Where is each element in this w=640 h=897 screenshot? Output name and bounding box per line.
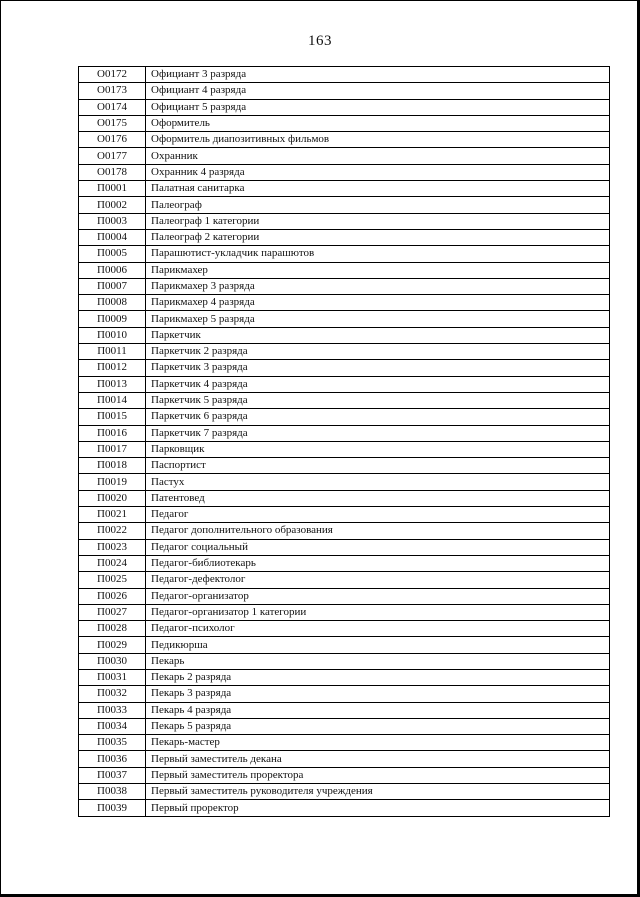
table-row (79, 392, 610, 408)
table-row (79, 523, 610, 539)
row-name-cell: Паркетчик 2 разряда (146, 344, 610, 360)
row-code-cell: П0024 (79, 555, 146, 571)
table-row (79, 735, 610, 751)
row-code-cell: О0177 (79, 148, 146, 164)
table-row (79, 572, 610, 588)
row-name-cell: Педагог-организатор 1 категории (146, 604, 610, 620)
scan-border-top (0, 0, 640, 1)
row-code-cell: О0173 (79, 83, 146, 99)
row-name-cell: Патентовед (146, 490, 610, 506)
row-code-cell: П0032 (79, 686, 146, 702)
row-name-cell: Парикмахер 5 разряда (146, 311, 610, 327)
table-row (79, 197, 610, 213)
table-row (79, 311, 610, 327)
row-name-cell: Пастух (146, 474, 610, 490)
row-code-cell: П0039 (79, 800, 146, 816)
table-row (79, 181, 610, 197)
table-row (79, 409, 610, 425)
row-name-cell: Парковщик (146, 441, 610, 457)
row-code-cell: П0021 (79, 507, 146, 523)
row-name-cell: Палатная санитарка (146, 181, 610, 197)
row-code-cell: П0020 (79, 490, 146, 506)
row-name-cell: Палеограф 1 категории (146, 213, 610, 229)
table-row (79, 327, 610, 343)
row-code-cell: П0036 (79, 751, 146, 767)
table-row (79, 425, 610, 441)
row-code-cell: П0038 (79, 784, 146, 800)
table-row (79, 295, 610, 311)
row-code-cell: П0013 (79, 376, 146, 392)
row-code-cell: П0001 (79, 181, 146, 197)
row-code-cell: П0015 (79, 409, 146, 425)
table-row (79, 621, 610, 637)
table-row (79, 441, 610, 457)
table-row (79, 718, 610, 734)
scan-border-left (0, 0, 1, 897)
table-row (79, 800, 610, 816)
row-code-cell: П0029 (79, 637, 146, 653)
table-row (79, 376, 610, 392)
table-row (79, 507, 610, 523)
row-code-cell: П0005 (79, 246, 146, 262)
table-row (79, 669, 610, 685)
row-code-cell: П0011 (79, 344, 146, 360)
table-row (79, 474, 610, 490)
table-row (79, 115, 610, 131)
row-code-cell: П0016 (79, 425, 146, 441)
table-row (79, 588, 610, 604)
row-name-cell: Педагог-организатор (146, 588, 610, 604)
row-name-cell: Охранник (146, 148, 610, 164)
row-name-cell: Паркетчик (146, 327, 610, 343)
row-code-cell: П0017 (79, 441, 146, 457)
row-code-cell: П0035 (79, 735, 146, 751)
row-code-cell: П0008 (79, 295, 146, 311)
table-row (79, 767, 610, 783)
row-name-cell: Парикмахер 3 разряда (146, 278, 610, 294)
row-name-cell: Пекарь 4 разряда (146, 702, 610, 718)
table-row (79, 637, 610, 653)
row-code-cell: П0031 (79, 669, 146, 685)
row-code-cell: П0002 (79, 197, 146, 213)
row-code-cell: П0019 (79, 474, 146, 490)
row-name-cell: Паркетчик 5 разряда (146, 392, 610, 408)
row-code-cell: О0174 (79, 99, 146, 115)
table-row (79, 148, 610, 164)
row-name-cell: Оформитель (146, 115, 610, 131)
row-name-cell: Первый заместитель проректора (146, 767, 610, 783)
table-row (79, 67, 610, 83)
row-name-cell: Парикмахер 4 разряда (146, 295, 610, 311)
row-code-cell: О0175 (79, 115, 146, 131)
table-row (79, 360, 610, 376)
row-code-cell: П0003 (79, 213, 146, 229)
row-code-cell: П0034 (79, 718, 146, 734)
table-row (79, 164, 610, 180)
row-name-cell: Первый проректор (146, 800, 610, 816)
row-name-cell: Паркетчик 7 разряда (146, 425, 610, 441)
row-code-cell: П0027 (79, 604, 146, 620)
table-row (79, 555, 610, 571)
row-name-cell: Официант 3 разряда (146, 67, 610, 83)
row-name-cell: Педагог-психолог (146, 621, 610, 637)
row-name-cell: Официант 4 разряда (146, 83, 610, 99)
table-row (79, 539, 610, 555)
row-code-cell: П0023 (79, 539, 146, 555)
table-body (79, 67, 610, 817)
table-row (79, 99, 610, 115)
table-row (79, 132, 610, 148)
row-name-cell: Педагог-дефектолог (146, 572, 610, 588)
table-row (79, 229, 610, 245)
table-row (79, 490, 610, 506)
row-name-cell: Первый заместитель руководителя учреждения (146, 784, 610, 800)
row-name-cell: Паркетчик 4 разряда (146, 376, 610, 392)
row-code-cell: П0018 (79, 458, 146, 474)
row-code-cell: П0014 (79, 392, 146, 408)
table-row (79, 784, 610, 800)
page-number: 163 (308, 33, 332, 49)
row-name-cell: Педагог (146, 507, 610, 523)
row-name-cell: Пекарь-мастер (146, 735, 610, 751)
row-code-cell: П0004 (79, 229, 146, 245)
row-name-cell: Пекарь (146, 653, 610, 669)
row-code-cell: П0026 (79, 588, 146, 604)
row-code-cell: П0022 (79, 523, 146, 539)
row-name-cell: Паспортист (146, 458, 610, 474)
profession-code-table (78, 66, 610, 817)
table-row (79, 344, 610, 360)
row-code-cell: П0007 (79, 278, 146, 294)
table-row (79, 686, 610, 702)
row-name-cell: Педагог социальный (146, 539, 610, 555)
row-code-cell: П0010 (79, 327, 146, 343)
row-name-cell: Парикмахер (146, 262, 610, 278)
row-code-cell: П0006 (79, 262, 146, 278)
table-row (79, 246, 610, 262)
table-row (79, 213, 610, 229)
row-code-cell: П0009 (79, 311, 146, 327)
row-name-cell: Охранник 4 разряда (146, 164, 610, 180)
table-row (79, 83, 610, 99)
row-name-cell: Палеограф (146, 197, 610, 213)
row-name-cell: Официант 5 разряда (146, 99, 610, 115)
row-code-cell: П0037 (79, 767, 146, 783)
table-row (79, 262, 610, 278)
row-name-cell: Педикюрша (146, 637, 610, 653)
table-row (79, 702, 610, 718)
row-code-cell: П0025 (79, 572, 146, 588)
row-name-cell: Парашютист-укладчик парашютов (146, 246, 610, 262)
row-name-cell: Педагог дополнительного образования (146, 523, 610, 539)
row-code-cell: П0033 (79, 702, 146, 718)
row-code-cell: О0172 (79, 67, 146, 83)
row-code-cell: П0012 (79, 360, 146, 376)
row-name-cell: Первый заместитель декана (146, 751, 610, 767)
row-code-cell: О0178 (79, 164, 146, 180)
row-name-cell: Оформитель диапозитивных фильмов (146, 132, 610, 148)
row-name-cell: Палеограф 2 категории (146, 229, 610, 245)
table-row (79, 604, 610, 620)
row-name-cell: Паркетчик 6 разряда (146, 409, 610, 425)
table-row (79, 751, 610, 767)
row-name-cell: Пекарь 2 разряда (146, 669, 610, 685)
table-row (79, 458, 610, 474)
table-row (79, 653, 610, 669)
row-name-cell: Паркетчик 3 разряда (146, 360, 610, 376)
row-code-cell: П0030 (79, 653, 146, 669)
row-code-cell: П0028 (79, 621, 146, 637)
row-name-cell: Пекарь 5 разряда (146, 718, 610, 734)
row-name-cell: Педагог-библиотекарь (146, 555, 610, 571)
row-code-cell: О0176 (79, 132, 146, 148)
row-name-cell: Пекарь 3 разряда (146, 686, 610, 702)
table-row (79, 278, 610, 294)
